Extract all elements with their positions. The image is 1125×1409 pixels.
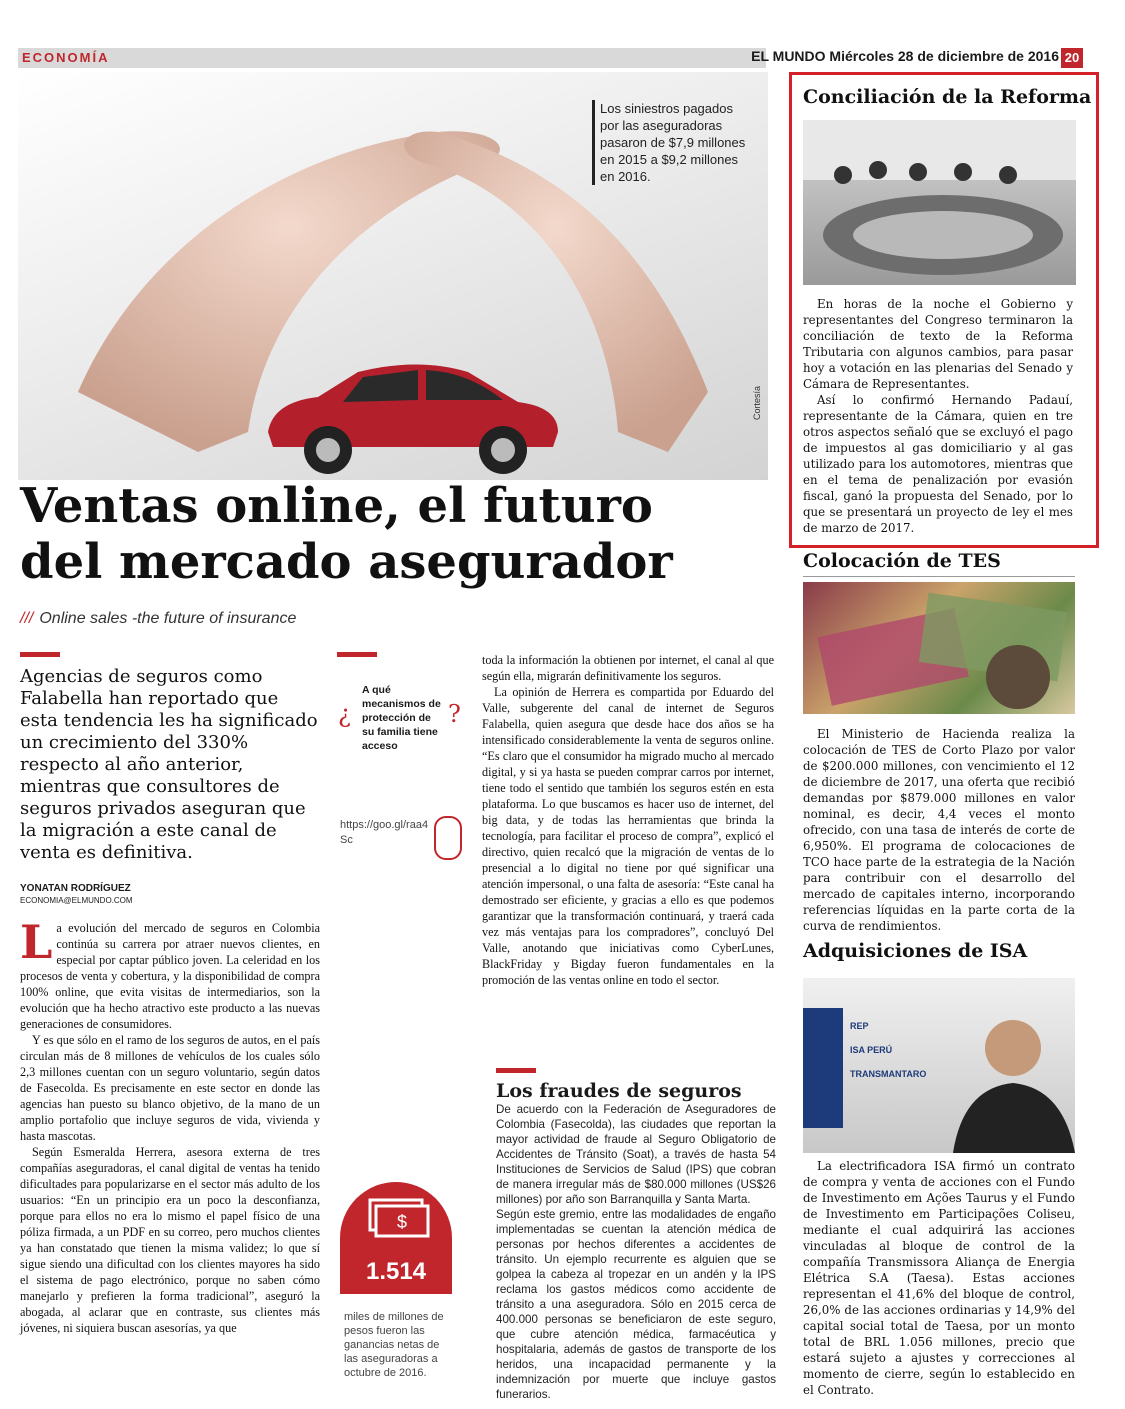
dropcap: L bbox=[20, 915, 53, 969]
section-tag bbox=[18, 48, 766, 68]
headline bbox=[20, 478, 780, 590]
subhead-text: Online sales -the future of insurance bbox=[39, 610, 297, 627]
paragraph: El Ministerio de Hacienda realiza la colocación de TES de Corto Plazo por valor de $200.000 millones, con vencimiento el 12 de diciembre de 2017, una oferta que recibió demandas por $879.000 millones en valor nominal, es decir, 4,4 veces el monto ofrecido, con una tasa de interés de corte de 6,950%. El programa de colocaciones de TCO hace parte de la estrategia de la Nación para contribuir con el desarrollo del mercado de capitales interno, incorporando referencias líquidas en la parte corta de la curva de rendimientos. bbox=[803, 727, 1075, 933]
reforma-text bbox=[803, 296, 1073, 536]
sign-item: ISA PERÚ bbox=[850, 1045, 893, 1055]
photo-credit: Cortesía bbox=[752, 385, 762, 420]
paragraph: Y es que sólo en el ramo de los seguros de autos, en el país circulan más de 8 millones de vehículos de los cuales sólo 2,3 millones cuentan con un seguro voluntario, según datos de Fasecolda. Es precisamente en este sector en donde las agencias han puesto su blanco objetivo, de la mano de un amplio portafolio que incluye seguros de vida, vivienda y hasta mascotas. bbox=[20, 1033, 320, 1143]
meeting-table-illustration bbox=[803, 120, 1076, 285]
author-email: ECONOMIA@ELMUNDO.COM bbox=[20, 896, 133, 905]
section-label: ECONOMÍA bbox=[22, 50, 110, 65]
paragraph: La electrificadora ISA firmó un contrato de compra y venta de acciones con el Fundo de Investimento em Ações Taurus y el Fundo de Investimento em Participações Coliseu, mediante el cual adquirirá las acciones vinculadas al bloque de control de la compañía Transmissora Aliança de Energia Elétrica S.A (Taesa). Estas acciones representan el 41,6% del bloque de control, 26,0% de las acciones ordinarias y 14,9% del capital social total de Taesa, por un monto total de BRL 1.056 millones, precio que estará sujeto a ajustes y correcciones al momento de cierre, según lo establecido en el Contrato. bbox=[803, 1159, 1075, 1397]
paragraph: De acuerdo con la Federación de Aseguradores de Colombia (Fasecolda), las ciudades que reportan la mayor actividad de fraude al Seguro Obligatorio de Accidentes de Tránsito (Soat), a través de hasta 54 Instituciones de Servicios de Salud (IPS) que cobran de manera irregular más de $80.000 millones (US$26 millones) por año son Barranquilla y Santa Marta. bbox=[496, 1103, 776, 1206]
fraud-text bbox=[496, 1102, 776, 1402]
short-link[interactable]: https://goo.gl/raa4Sc bbox=[340, 819, 429, 846]
executive-illustration bbox=[803, 978, 1075, 1153]
qa-accent-bar bbox=[337, 652, 377, 657]
stat-value: 1.514 bbox=[365, 1258, 427, 1285]
paragraph: Así lo confirmó Hernando Padauí, representante de la Cámara, quien en tre otros aspectos señaló que se excluyó el pago de impuestos al gas domiciliario y al gas utilizado para los automotores, mientras que en el tema de penalización por evasión fiscal, ganó la propuesta del Senado, por lo que se presentará un proyecto de ley el mes de marzo de 2017. bbox=[803, 393, 1073, 535]
paragraph: Según Esmeralda Herrera, asesora externa de tres compañías aseguradoras, el canal digital de ventas ha tenido dificultades para popularizarse en el sector más adulto de los usuarios: “En un principio era un poco la desconfianza, porque para ellos no era lo mismo el papel físico de una póliza firmada, a un PDF en su correo, pero muchos clientes ya han constatado que tienen la misma validez; lo que sí sigue siendo una dificultad con los clientes mayores ha sido el sistema de pago electrónico, porque no saben cómo manejarlo y prefieren la forma tradicional”, aseguró la abogada, al aclarar que en contraste, sus clientes más jóvenes, ni siquiera buscan asesorías, ya que bbox=[20, 1145, 320, 1335]
headline-line-2: del mercado asegurador bbox=[20, 534, 673, 590]
congress-photo bbox=[803, 120, 1076, 285]
hero-caption: Los siniestros pagados por las aseguradoras pasaron de $7,9 millones en 2015 a $9,2 millones en 2016. bbox=[600, 101, 746, 184]
paragraph: En horas de la noche el Gobierno y representantes del Congreso terminaron la conciliación de texto de la Reforma Tributaria con algunos cambios, para pasar hoy a votación en las plenarias del Senado y Cámara de Representantes. bbox=[803, 297, 1073, 391]
byline: YONATAN RODRÍGUEZ bbox=[20, 883, 131, 894]
paragraph: a evolución del mercado de seguros en Colombia continúa su carrera por atraer nuevos clientes, en especial por captar público joven. La celeridad en los procesos de venta y cobertura, y la disponibilidad de compra 100% online, que evita visitas de intermediarios, son la evolución que ha hecho atractivo este producto a las nuevas generaciones de consumidores. bbox=[20, 921, 320, 1031]
tes-divider bbox=[803, 576, 1075, 577]
reforma-title: Conciliación de la Reforma bbox=[803, 86, 1092, 108]
question-close-mark: ? bbox=[448, 700, 461, 728]
sign-item: REP bbox=[850, 1021, 869, 1031]
fraud-title: Los fraudes de seguros bbox=[496, 1080, 742, 1102]
caption-rule bbox=[592, 100, 595, 185]
banknotes-photo bbox=[803, 582, 1075, 714]
question-open-mark: ¿ bbox=[338, 700, 351, 728]
headline-line-1: Ventas online, el futuro bbox=[20, 478, 653, 534]
masthead: EL MUNDO Miércoles 28 de diciembre de 2016 bbox=[751, 48, 1059, 64]
isa-sign bbox=[850, 1014, 926, 1086]
stat-caption: miles de millones de pesos fueron las ganancias netas de las aseguradoras a octubre de 2016. bbox=[344, 1311, 444, 1379]
deck-accent-bar bbox=[20, 652, 60, 657]
subhead-marks: /// bbox=[20, 610, 34, 627]
deck: Agencias de seguros como Falabella han reportado que esta tendencia les ha significado un crecimiento del 330% respecto al año anterior, mientras que consultores de seguros privados aseguran que la migración a este canal de venta es definitiva. bbox=[20, 666, 318, 863]
money-stack-icon bbox=[340, 1182, 452, 1252]
banknotes-illustration bbox=[803, 582, 1075, 714]
sign-item: TRANSMANTARO bbox=[850, 1069, 927, 1079]
article-column-1 bbox=[20, 915, 320, 1336]
isa-title: Adquisiciones de ISA bbox=[803, 940, 1028, 962]
paragraph: toda la información la obtienen por internet, el canal al que según ella, migrarán definitivamente los seguros. bbox=[482, 653, 774, 683]
isa-executive-photo bbox=[803, 978, 1075, 1153]
qa-text: A qué mecanismos de protección de su familia tiene acceso bbox=[362, 684, 441, 752]
fraud-accent-bar bbox=[496, 1068, 536, 1073]
tes-text bbox=[803, 726, 1075, 934]
page-number: 20 bbox=[1061, 48, 1083, 68]
mouse-icon bbox=[434, 816, 462, 860]
article-column-2 bbox=[482, 652, 774, 988]
isa-text bbox=[803, 1158, 1075, 1398]
svg-text:$: $ bbox=[396, 1212, 408, 1232]
tes-title: Colocación de TES bbox=[803, 550, 1001, 572]
paragraph: Según este gremio, entre las modalidades de engaño implementadas se cuentan la atención médica de personas por hechos diferentes a accidentes de tránsito. Un ejemplo recurrente es alguien que se golpea la cabeza al tropezar en un andén y la IPS reclama los gastos médicos como accidente de tránsito a una aseguradora. Sólo en 2015 cerca de 400.000 personas se beneficiaron de este seguro, que cubre atención médica, farmacéutica y hospitalaria, además de gastos de transporte de los heridos, una incapacidad permanente y la indemnización por muerte que incluye gastos funerarios. bbox=[496, 1208, 776, 1401]
subhead bbox=[20, 610, 296, 628]
paragraph: La opinión de Herrera es compartida por Eduardo del Valle, subgerente del canal de internet de Seguros Falabella, quien asegura que desde hace dos años se ha intensificado considerablemente la venta de seguros online. “Es claro que el consumidor ha migrado mucho al mercado digital, y si ya hasta se pueden comprar carros por internet, tiene todo el sentido que también los seguros estén en esta plataforma. Lo que buscamos es hacer uso de internet, del big data, y de todas las herramientas que brinda la tecnología, para facilitar el proceso de compra”, explicó el directivo, quien recalcó que la migración de ventas de lo presencial a lo digital no tiene por qué significar una atención impersonal, o una falta de asesoría: “Este canal ha demostrado ser eficiente, y gracias a ello es que podemos garantizar que la transformación continuará, y traerá cada vez más ventajas para los compradores”, concluyó Del Valle, anotando que iniciativas como CyberLunes, BlackFriday y Bigday fueron fundamentales en la promoción de las ventas online en todo el sector. bbox=[482, 685, 774, 987]
